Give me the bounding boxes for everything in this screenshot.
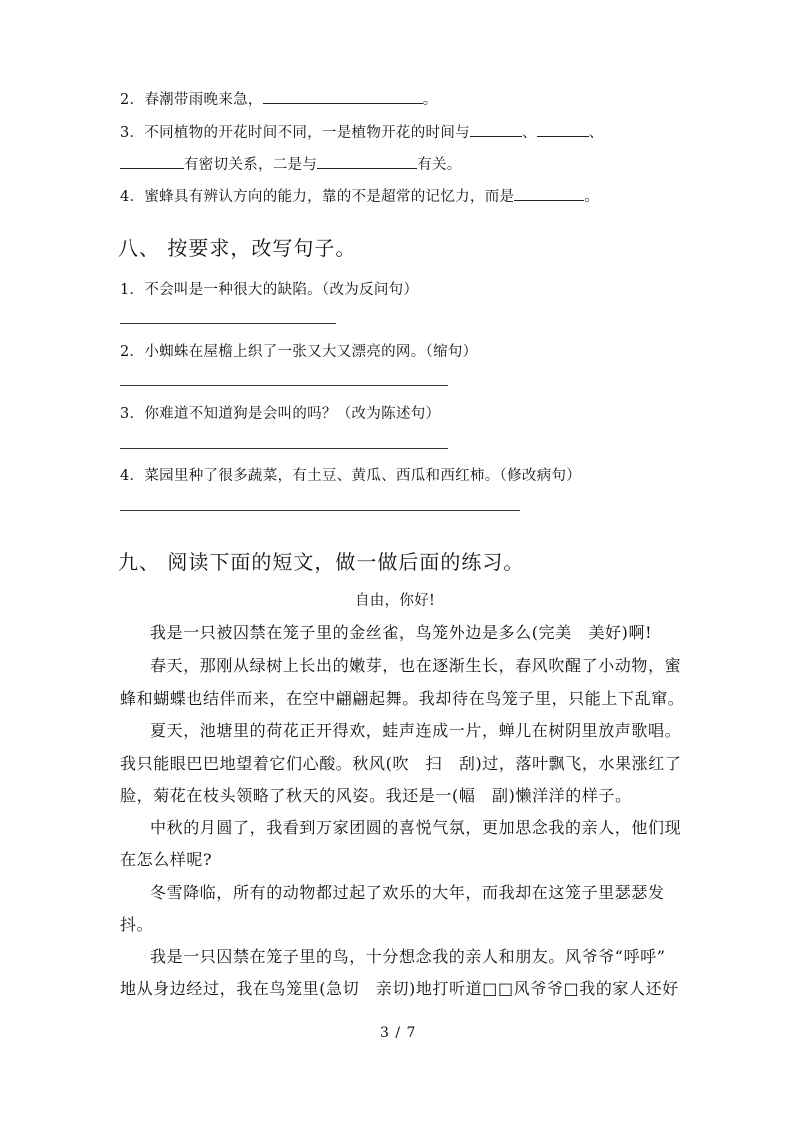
question-text: 。 <box>584 189 600 205</box>
question-text: 有密切关系，二是与 <box>184 157 318 173</box>
fill-question-3-cont <box>120 153 462 174</box>
passage-line: 冬雪降临，所有的动物都过起了欢乐的大年，而我却在这笼子里瑟瑟发 <box>150 883 665 902</box>
rewrite-question-2: 2．小蜘蛛在屋檐上织了一张又大又漂亮的网。（缩句） <box>120 344 478 360</box>
passage-line: 中秋的月圆了，我看到万家团圆的喜悦气氛，更加思念我的亲人，他们现 <box>150 818 682 837</box>
rewrite-question-3: 3．你难道不知道狗是会叫的吗？（改为陈述句） <box>120 406 441 422</box>
passage-line: 我只能眼巴巴地望着它们心酸。秋风(吹 扫 刮)过，落叶飘飞，水果涨红了 <box>120 754 682 773</box>
answer-blank[interactable] <box>514 188 584 201</box>
answer-line[interactable] <box>120 448 448 449</box>
fill-question-3 <box>120 121 604 142</box>
passage-title: 自由，你好! <box>355 593 436 609</box>
rewrite-question-1: 1．不会叫是一种很大的缺陷。（改为反问句） <box>120 282 419 298</box>
answer-blank[interactable] <box>317 156 417 169</box>
answer-blank[interactable] <box>120 156 184 169</box>
passage-line: 在怎么样呢? <box>120 850 213 869</box>
passage-line: 我是一只被囚禁在笼子里的金丝雀，鸟笼外边是多么(完美 美好)啊! <box>150 623 653 642</box>
passage-line: 蜂和蝴蝶也结伴而来，在空中翩翩起舞。我却待在鸟笼子里，只能上下乱窜。 <box>120 689 685 708</box>
answer-blank[interactable] <box>470 124 522 137</box>
answer-line[interactable] <box>120 323 336 324</box>
question-text: 、 <box>588 125 604 141</box>
passage-line: 夏天，池塘里的荷花正开得欢，蛙声连成一片，蝉儿在树阴里放声歌唱。 <box>150 721 682 740</box>
passage-line: 春天，那刚从绿树上长出的嫩芽，也在逐渐生长，春风吹醒了小动物，蜜 <box>150 656 682 675</box>
answer-line[interactable] <box>120 510 520 511</box>
page-number: 3 / 7 <box>380 1025 417 1041</box>
passage-line: 地从身边经过，我在鸟笼里(急切 亲切)地打听道□□风爷爷□我的家人还好 <box>120 979 679 998</box>
section-9-heading: 九、 阅读下面的短文，做一做后面的练习。 <box>118 550 525 574</box>
section-8-heading: 八、 按要求，改写句子。 <box>118 236 357 260</box>
question-text: 3．不同植物的开花时间不同，一是植物开花的时间与 <box>120 125 470 141</box>
fill-question-4 <box>120 185 599 206</box>
passage-line: 脸，菊花在枝头领略了秋天的风姿。我还是一(幅 副)懒洋洋的样子。 <box>120 786 632 805</box>
question-text: 2．春潮带雨晚来急， <box>120 92 263 108</box>
question-text: 。 <box>422 92 438 108</box>
answer-line[interactable] <box>120 385 448 386</box>
answer-blank[interactable] <box>537 124 589 137</box>
question-text: 有关。 <box>417 157 462 173</box>
question-text: 4．蜜蜂具有辨认方向的能力，靠的不是超常的记忆力，而是 <box>120 189 515 205</box>
passage-line: 抖。 <box>120 915 154 934</box>
passage-line: 我是一只囚禁在笼子里的鸟，十分想念我的亲人和朋友。风爷爷“呼呼” <box>150 947 666 966</box>
fill-question-2 <box>120 88 438 109</box>
rewrite-question-4: 4．菜园里种了很多蔬菜，有土豆、黄瓜、西瓜和西红柿。（修改病句） <box>120 468 582 484</box>
answer-blank[interactable] <box>263 91 423 104</box>
question-text: 、 <box>521 125 537 141</box>
